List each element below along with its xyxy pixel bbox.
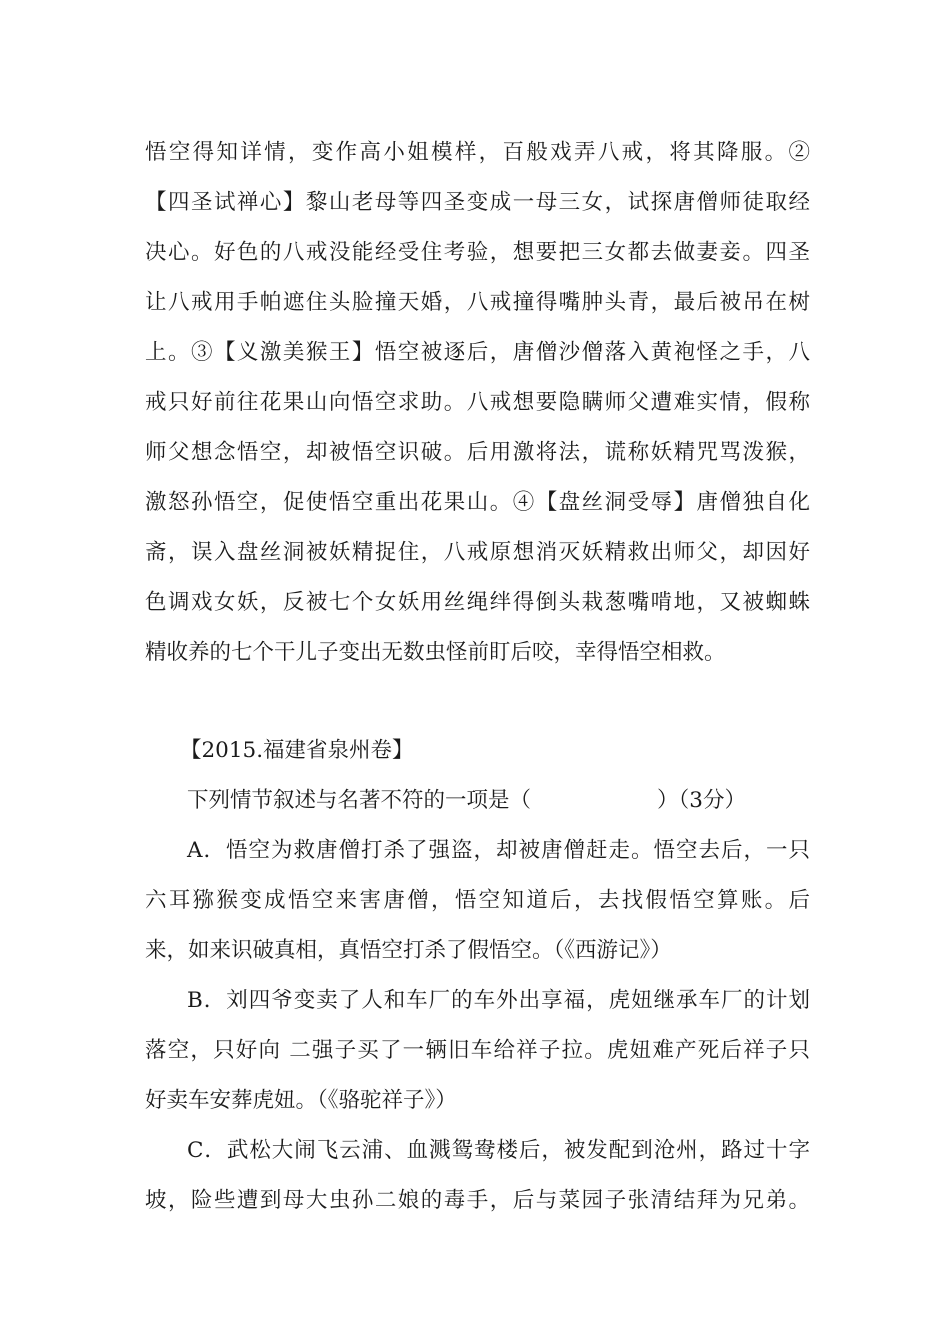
paragraph-line: 戒只好前往花果山向悟空求助。八戒想要隐瞒师父遭难实情，假称: [145, 390, 810, 415]
paragraph-line: 斋，误入盘丝洞被妖精捉住，八戒原想消灭妖精救出师父，却因好: [145, 540, 810, 565]
paragraph-line: 让八戒用手帕遮住头脸撞天婚，八戒撞得嘴肿头青，最后被吊在树: [145, 290, 810, 315]
option-line: 来，如来识破真相，真悟空打杀了假悟空。（《西游记》）: [145, 938, 672, 963]
paragraph-line: 上。③【义激美猴王】悟空被逐后，唐僧沙僧落入黄袍怪之手，八: [145, 340, 810, 365]
question-source: 【2015.福建省泉州卷】: [180, 738, 414, 763]
paragraph-line: 悟空得知详情，变作高小姐模样，百般戏弄八戒，将其降服。②: [145, 140, 810, 165]
option-line: C．武松大闹飞云浦、血溅鸳鸯楼后，被发配到沧州，路过十字: [187, 1138, 810, 1163]
stem-score: ）（3分）: [657, 788, 746, 813]
question-stem: [187, 786, 746, 816]
paragraph-line: 激怒孙悟空，促使悟空重出花果山。④【盘丝洞受辱】唐僧独自化: [145, 490, 810, 515]
paragraph-line: 决心。好色的八戒没能经受住考验，想要把三女都去做妻妾。四圣: [145, 240, 810, 265]
paragraph-line: 【四圣试禅心】黎山老母等四圣变成一母三女，试探唐僧师徒取经: [145, 190, 810, 215]
option-line: 好卖车安葬虎妞。（《骆驼祥子》）: [145, 1088, 457, 1113]
paragraph-line: 师父想念悟空，却被悟空识破。后用激将法，谎称妖精咒骂泼猴，: [145, 440, 810, 465]
option-line: 落空，只好向 二强子买了一辆旧车给祥子拉。虎妞难产死后祥子只: [145, 1038, 810, 1063]
paragraph-line: 色调戏女妖，反被七个女妖用丝绳绊得倒头栽葱嘴啃地，又被蜘蛛: [145, 590, 810, 615]
option-line: A．悟空为救唐僧打杀了强盗，却被唐僧赶走。悟空去后，一只: [187, 838, 810, 863]
option-line: B．刘四爷变卖了人和车厂的车外出享福，虎妞继承车厂的计划: [187, 988, 810, 1013]
option-line: 坡，险些遭到母大虫孙二娘的毒手，后与菜园子张清结拜为兄弟。: [145, 1188, 810, 1213]
paragraph-line: 精收养的七个干儿子变出无数虫怪前盯后咬，幸得悟空相救。: [145, 640, 726, 665]
option-line: 六耳猕猴变成悟空来害唐僧，悟空知道后，去找假悟空算账。后: [145, 888, 810, 913]
stem-text: 下列情节叙述与名著不符的一项是（: [187, 788, 532, 813]
